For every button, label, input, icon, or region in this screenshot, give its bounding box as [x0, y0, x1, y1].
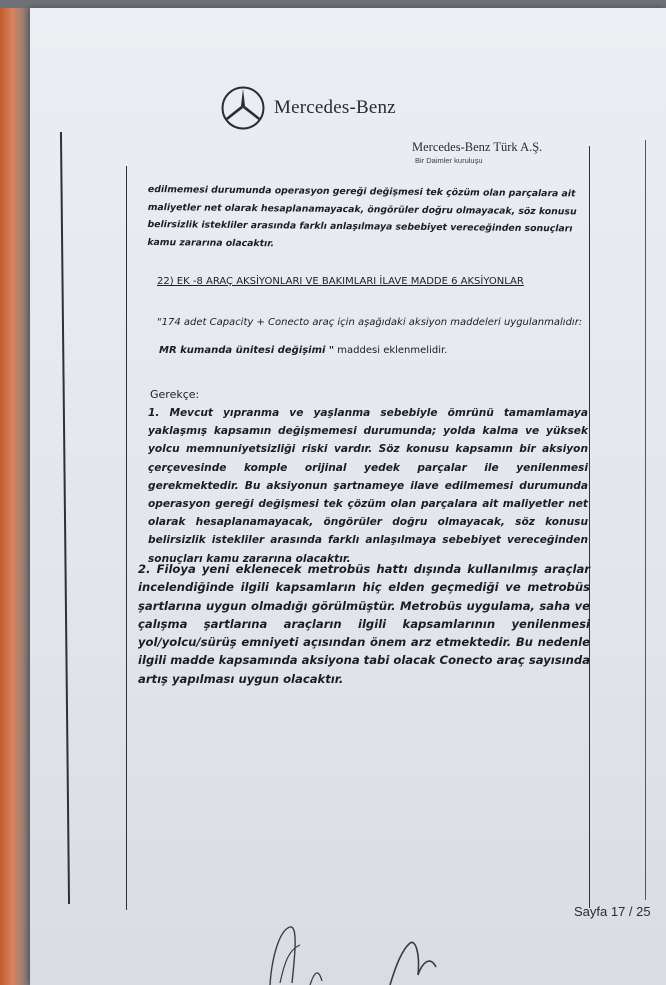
company-subtitle: Bir Daimler kuruluşu: [415, 156, 483, 165]
signature: [250, 915, 450, 985]
margin-line-inner-right: [589, 146, 590, 908]
company-name: Mercedes-Benz Türk A.Ş.: [412, 140, 543, 154]
action-line-1-text: 174 adet Capacity + Conecto araç için aşağıdaki aksiyon maddeleri uygulanmalıdır:: [161, 317, 583, 328]
margin-line-right: [645, 140, 646, 900]
page-edge: [0, 8, 30, 985]
paragraph-continuation: edilmemesi durumunda operasyon gereği değişmesi tek çözüm olan parçalara ait maliyetler net olarak hesaplanamayacak, öngörüler doğru olmayacak, söz konusu belirsizlik istekliler arasında farklı anlaşılmaya sebebiyet vereceğinden sonuçları kamu zararına olacaktır.: [147, 183, 577, 249]
mercedes-star-icon: [220, 85, 266, 131]
reason-1-text: 1. Mevcut yıpranma ve yaşlanma sebebiyle ömrünü tamamlamaya yaklaşmış kapsamın değişmemesi durumunda; yolda kalma ve yüksek yolcu memnuniyetsizliği riski vardır. Söz konusu kapsamın bir aksiyon çerçevesinde komple orijinal yedek parçalar ile yenilenmesi gerekmektedir. Bu aksiyonun şartnameye ilave edilmemesi durumunda operasyon gereği değişmesi tek çözüm olan parçalara ait maliyetler net olarak hesaplanamayacak, öngörüler doğru olmayacak, söz konusu belirsizlik istekliler arasında farklı anlaşılmaya sebebiyet vereceğinden sonuçları kamu zararına olacaktır.: [148, 407, 588, 565]
quote-mark: ": [157, 317, 162, 328]
reason-1: [148, 404, 588, 568]
reason-2-text: 2. Filoya yeni eklenecek metrobüs hattı dışında kullanılmış araçlar incelendiğinde ilgili kapsamların hiç elden geçmediği ve metrobüs şartlarına uygun olmadığı görülmüştür. Metrobüs uygulama, saha ve çalışma şartlarına araçların ilgili kapsamlarının yenilenmesi yol/yolcu/sürüş emniyeti açısından önem arz etmektedir. Bu nedenle ilgili madde kapsamında aksiyona tabi olacak Conecto araç sayısında artış yapılması uygun olacaktır.: [138, 562, 590, 686]
header-logo: [220, 85, 396, 131]
section-heading: 22) EK -8 ARAÇ AKSİYONLARI VE BAKIMLARI İLAVE MADDE 6 AKSİYONLAR: [157, 276, 524, 287]
action-line-2-plain: maddesi eklenmelidir.: [334, 345, 448, 356]
margin-line-inner-left: [126, 166, 127, 910]
company-block: [412, 140, 542, 165]
brand-name: Mercedes-Benz: [274, 97, 396, 118]
justification-label: Gerekçe:: [150, 388, 200, 401]
page-number: Sayfa 17 / 25: [574, 904, 651, 919]
reason-2: [138, 560, 590, 688]
action-line-1: [157, 317, 582, 328]
action-line-2: [159, 345, 447, 356]
action-line-2-bold: MR kumanda ünitesi değişimi ": [159, 345, 335, 356]
